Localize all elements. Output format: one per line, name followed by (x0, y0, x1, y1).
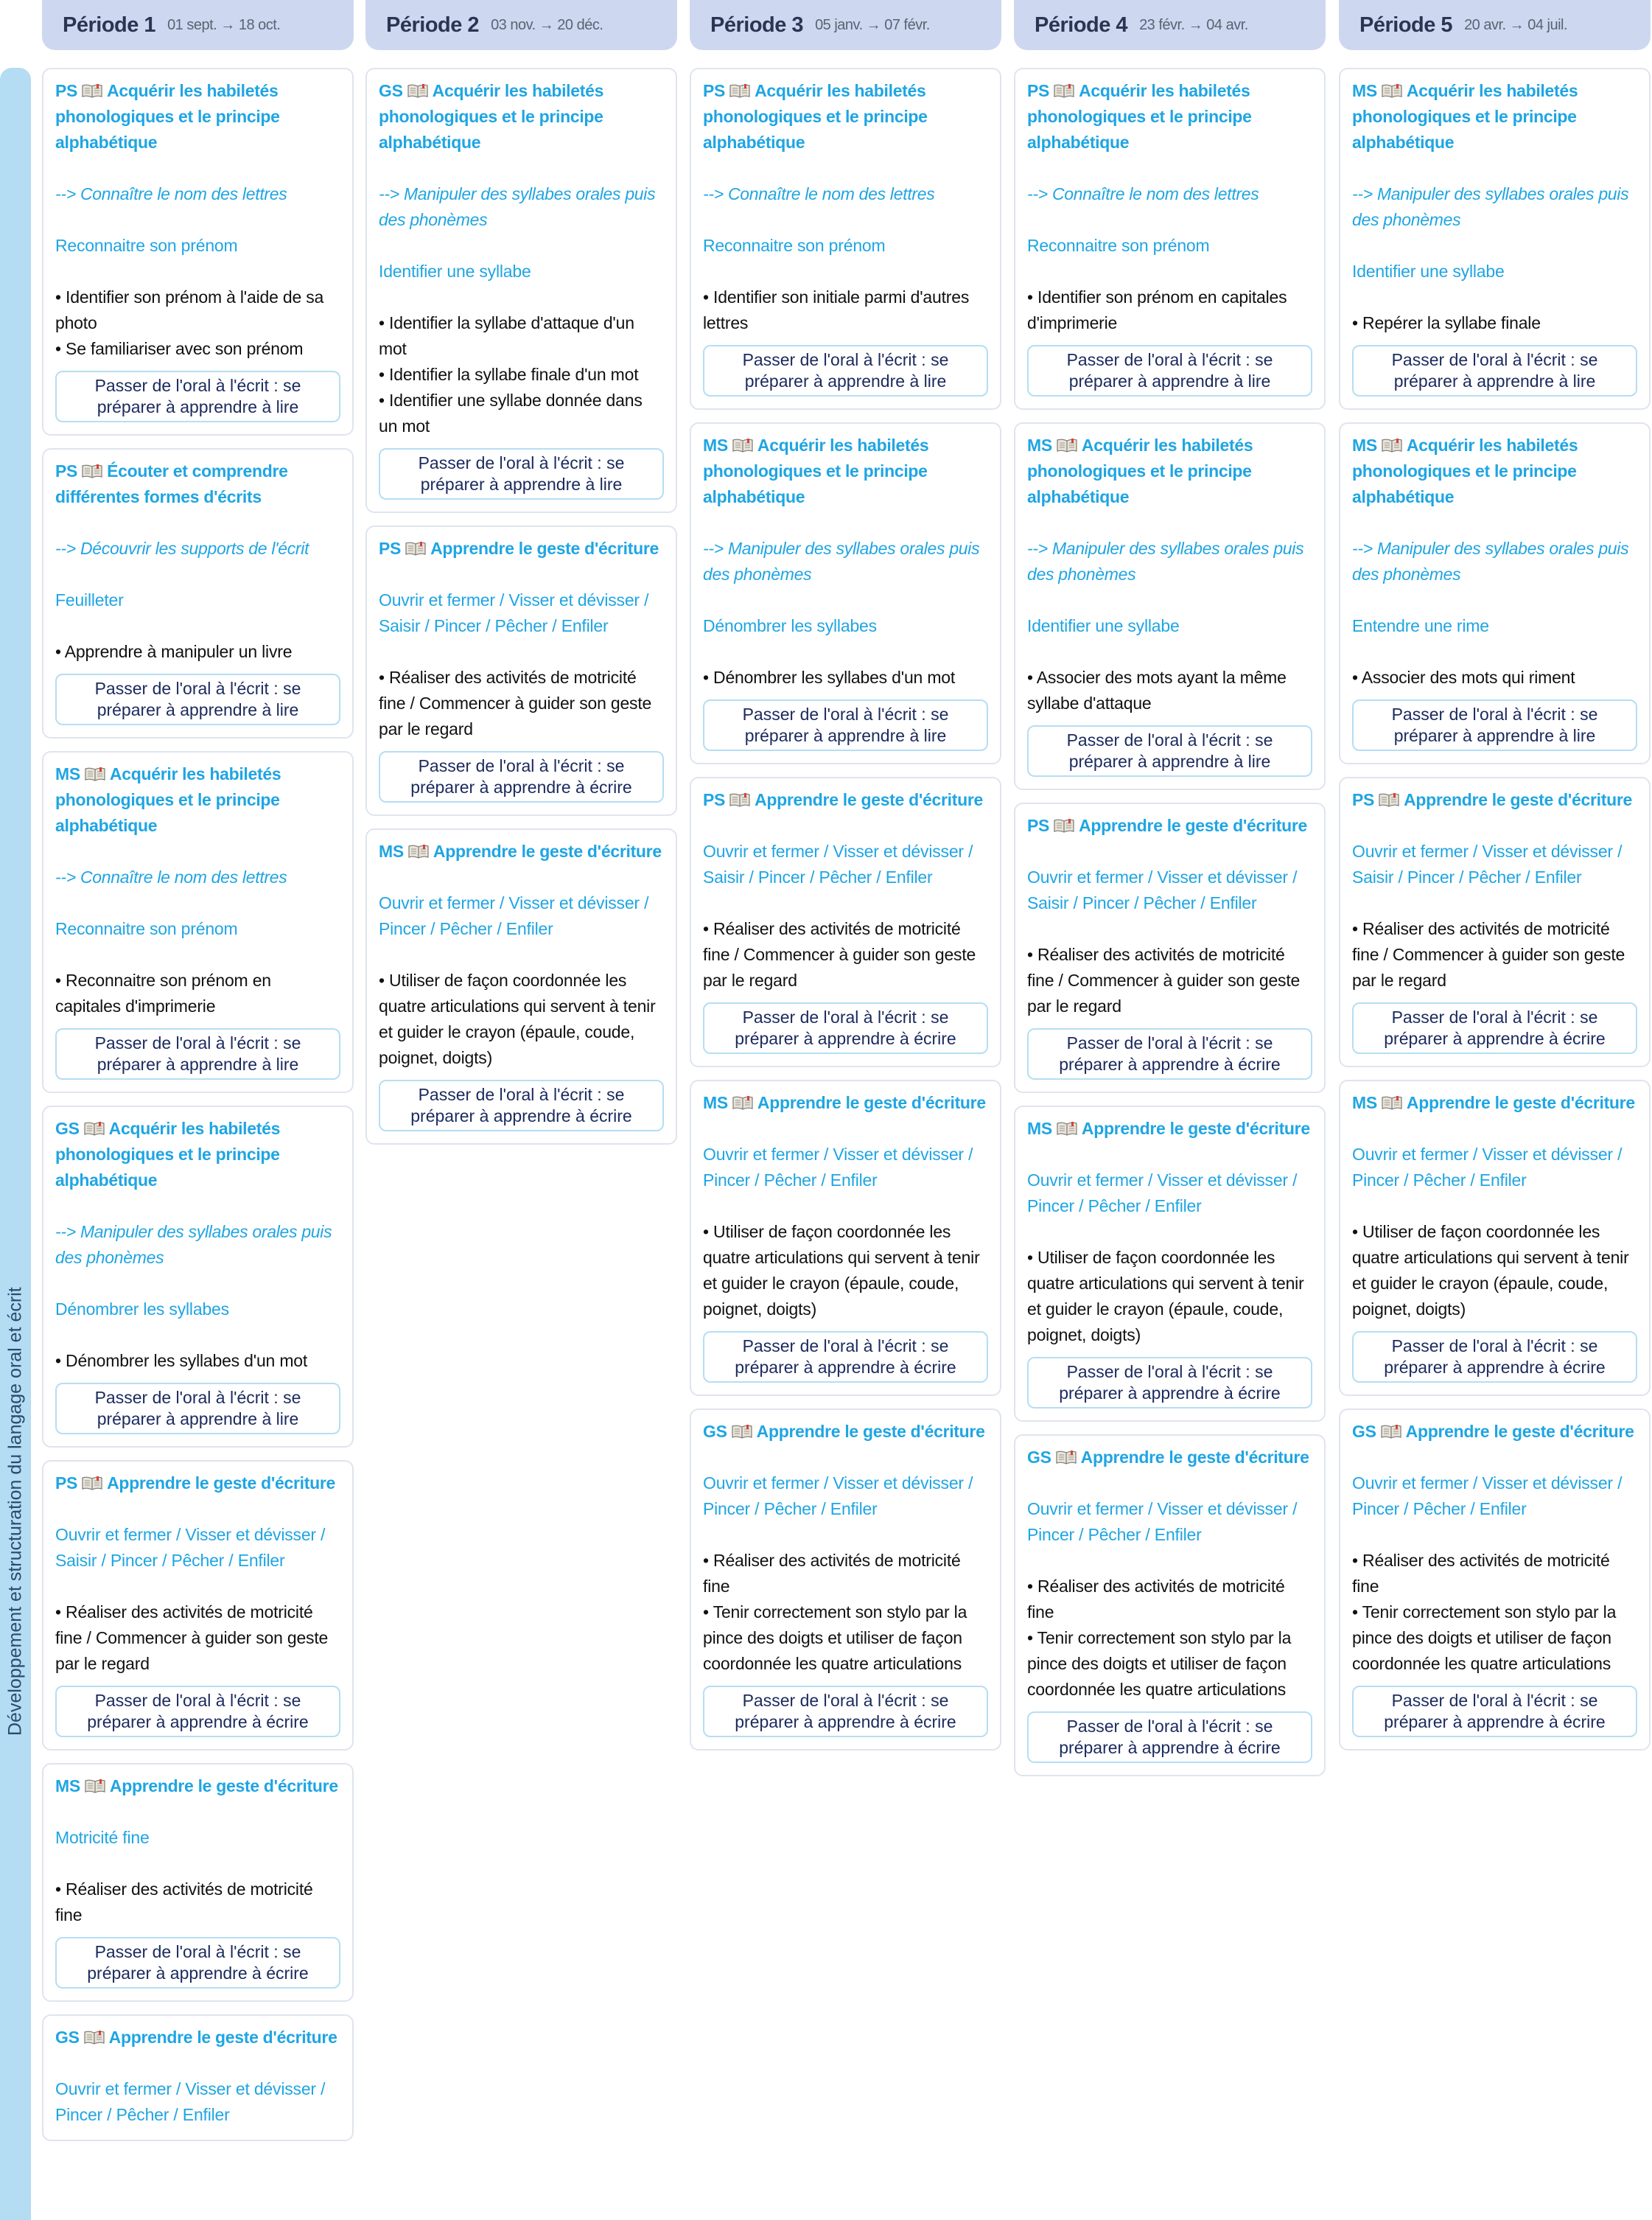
activity-list (379, 665, 664, 742)
activity-list (1352, 916, 1637, 994)
period-dates: 23 févr. → 04 avr. (1139, 16, 1248, 33)
activity-list (379, 310, 664, 439)
activity-list (1027, 1245, 1312, 1348)
activity-item: • Réaliser des activités de motricité fine / Commencer à guider son geste par le regard (1352, 916, 1637, 994)
objective-title: Apprendre le geste d'écriture (1406, 1093, 1635, 1112)
objective-card[interactable] (690, 1409, 1001, 1750)
activity-list (1352, 1219, 1637, 1322)
level-badge: MS (1352, 436, 1377, 455)
period-header-5[interactable] (1339, 0, 1651, 50)
activity-item: • Réaliser des activités de motricité fine (1352, 1548, 1637, 1599)
card-title (379, 78, 664, 156)
level-badge: MS (1352, 81, 1377, 100)
activity-list (703, 1548, 988, 1677)
period-column-2 (365, 68, 677, 1145)
level-badge: GS (55, 1119, 80, 1138)
objective-title: Apprendre le geste d'écriture (755, 790, 984, 809)
skill-label: Ouvrir et fermer / Visser et dévisser / Pincer / Pêcher / Enfiler (55, 2079, 326, 2124)
book-icon (729, 80, 750, 94)
activity-item: • Identifier une syllabe donnée dans un mot (379, 388, 664, 439)
level-badge: GS (379, 81, 403, 100)
activity-list (55, 1348, 340, 1374)
skill-label: Ouvrir et fermer / Visser et dévisser / Pincer / Pêcher / Enfiler (379, 893, 649, 938)
objective-card[interactable] (1339, 422, 1651, 764)
skill-label: Ouvrir et fermer / Visser et dévisser / Saisir / Pincer / Pêcher / Enfiler (379, 590, 649, 635)
objective-title: Acquérir les habiletés phonologiques et le principe alphabétique (703, 81, 928, 152)
domain-link-button[interactable]: Passer de l'oral à l'écrit : se préparer à apprendre à lire (55, 1028, 340, 1080)
activity-item: • Se familiariser avec son prénom (55, 336, 340, 362)
domain-link-button[interactable]: Passer de l'oral à l'écrit : se préparer à apprendre à lire (1027, 725, 1312, 777)
objective-title: Apprendre le geste d'écriture (757, 1093, 986, 1112)
objective-card[interactable] (1014, 1434, 1326, 1776)
activity-list (1027, 285, 1312, 336)
card-title (1027, 813, 1312, 839)
domain-link-button[interactable]: Passer de l'oral à l'écrit : se préparer à apprendre à écrire (1352, 1002, 1637, 1054)
objective-title: Apprendre le geste d'écriture (433, 842, 662, 861)
domain-link-button[interactable]: Passer de l'oral à l'écrit : se préparer à apprendre à écrire (379, 751, 664, 803)
card-title (1352, 787, 1637, 813)
card-title (703, 1090, 988, 1116)
sub-objective: --> Connaître le nom des lettres (703, 184, 935, 203)
card-title (703, 1419, 988, 1445)
objective-title: Apprendre le geste d'écriture (430, 539, 659, 558)
activity-item: • Reconnaitre son prénom en capitales d'imprimerie (55, 968, 340, 1019)
level-badge: PS (55, 461, 78, 481)
skill-label: Ouvrir et fermer / Visser et dévisser / Saisir / Pincer / Pêcher / Enfiler (1027, 868, 1298, 912)
activity-item: • Apprendre à manipuler un livre (55, 639, 340, 665)
skill-label: Dénombrer les syllabes (55, 1299, 229, 1319)
activity-item: • Utiliser de façon coordonnée les quatre articulations qui servent à tenir et guider le crayon (épaule, coude, poignet, doigts) (1352, 1219, 1637, 1322)
level-badge: PS (1027, 81, 1050, 100)
period-header-2[interactable] (365, 0, 677, 50)
domain-link-button[interactable]: Passer de l'oral à l'écrit : se préparer à apprendre à lire (1027, 345, 1312, 397)
objective-card[interactable] (42, 68, 354, 436)
skill-label: Ouvrir et fermer / Visser et dévisser / Saisir / Pincer / Pêcher / Enfiler (703, 842, 973, 887)
book-icon (85, 1775, 105, 1790)
objective-title: Écouter et comprendre différentes formes d'écrits (55, 461, 288, 506)
objective-title: Apprendre le geste d'écriture (109, 1776, 338, 1795)
period-title: Période 1 (63, 13, 156, 37)
level-badge: PS (703, 81, 726, 100)
objective-card[interactable] (42, 751, 354, 1093)
activity-list (1027, 942, 1312, 1019)
objective-title: Apprendre le geste d'écriture (1081, 1119, 1310, 1138)
level-badge: MS (703, 436, 728, 455)
domain-link-button[interactable]: Passer de l'oral à l'écrit : se préparer à apprendre à lire (1352, 345, 1637, 397)
domain-link-button[interactable]: Passer de l'oral à l'écrit : se préparer à apprendre à lire (1352, 699, 1637, 751)
domain-link-button[interactable]: Passer de l'oral à l'écrit : se préparer à apprendre à lire (55, 371, 340, 422)
book-icon (85, 763, 105, 778)
objective-title: Acquérir les habiletés phonologiques et le principe alphabétique (55, 764, 281, 835)
activity-item: • Utiliser de façon coordonnée les quatre articulations qui servent à tenir et guider le crayon (épaule, coude, poignet, doigts) (1027, 1245, 1312, 1348)
objective-title: Apprendre le geste d'écriture (1080, 1448, 1309, 1467)
level-badge: GS (703, 1422, 727, 1441)
period-dates: 03 nov. → 20 déc. (491, 16, 603, 33)
activity-item: • Tenir correctement son stylo par la pince des doigts et utiliser de façon coordonnée les quatre articulations (1352, 1599, 1637, 1677)
activity-item: • Identifier son prénom à l'aide de sa photo (55, 285, 340, 336)
objective-card[interactable] (1014, 803, 1326, 1093)
level-badge: PS (1027, 816, 1050, 835)
level-badge: PS (55, 81, 78, 100)
objective-card[interactable] (1339, 68, 1651, 410)
book-icon (82, 460, 102, 475)
card-title (703, 787, 988, 813)
activity-list (703, 665, 988, 691)
objective-title: Apprendre le geste d'écriture (1405, 1422, 1634, 1441)
card-title (1027, 78, 1312, 156)
objective-title: Acquérir les habiletés phonologiques et le principe alphabétique (1027, 81, 1252, 152)
skill-label: Ouvrir et fermer / Visser et dévisser / Pincer / Pêcher / Enfiler (703, 1473, 973, 1518)
book-icon (408, 840, 429, 855)
card-title (379, 536, 664, 562)
objective-card[interactable] (1339, 777, 1651, 1067)
level-badge: MS (1027, 1119, 1052, 1138)
book-icon (405, 537, 426, 552)
objective-title: Acquérir les habiletés phonologiques et le principe alphabétique (1352, 81, 1578, 152)
activity-list (379, 968, 664, 1071)
level-badge: GS (1027, 1448, 1051, 1467)
domain-link-button[interactable]: Passer de l'oral à l'écrit : se préparer à apprendre à écrire (55, 1937, 340, 1989)
activity-list (55, 968, 340, 1019)
card-title (1027, 1116, 1312, 1142)
domain-link-button[interactable]: Passer de l'oral à l'écrit : se préparer à apprendre à écrire (1352, 1686, 1637, 1737)
objective-card[interactable] (1014, 1106, 1326, 1422)
level-badge: PS (1352, 790, 1375, 809)
activity-item: • Tenir correctement son stylo par la pince des doigts et utiliser de façon coordonnée les quatre articulations (703, 1599, 988, 1677)
sub-objective: --> Manipuler des syllabes orales puis des phonèmes (1352, 184, 1629, 229)
objective-card[interactable] (365, 828, 677, 1145)
objective-card[interactable] (42, 1763, 354, 2002)
objective-title: Apprendre le geste d'écriture (1079, 816, 1308, 835)
book-icon (1379, 789, 1399, 803)
sub-objective: --> Manipuler des syllabes orales puis des phonèmes (1027, 539, 1304, 584)
activity-item: • Réaliser des activités de motricité fine / Commencer à guider son geste par le regard (55, 1599, 340, 1677)
domain-link-button[interactable]: Passer de l'oral à l'écrit : se préparer à apprendre à écrire (1027, 1357, 1312, 1409)
book-icon (82, 80, 102, 94)
book-icon (82, 1472, 102, 1487)
card-title (55, 761, 340, 839)
activity-item: • Identifier son initiale parmi d'autres lettres (703, 285, 988, 336)
activity-list (1352, 1548, 1637, 1677)
activity-item: • Repérer la syllabe finale (1352, 310, 1637, 336)
period-title: Période 4 (1035, 13, 1128, 37)
skill-label: Ouvrir et fermer / Visser et dévisser / Pincer / Pêcher / Enfiler (1027, 1499, 1298, 1544)
objective-card[interactable] (690, 68, 1001, 410)
skill-label: Ouvrir et fermer / Visser et dévisser / Pincer / Pêcher / Enfiler (1352, 1145, 1623, 1190)
level-badge: PS (379, 539, 402, 558)
period-column-4 (1014, 68, 1326, 1776)
domain-link-button[interactable]: Passer de l'oral à l'écrit : se préparer à apprendre à écrire (703, 1331, 988, 1383)
skill-label: Entendre une rime (1352, 616, 1489, 635)
card-title (1027, 433, 1312, 510)
sub-objective: --> Découvrir les supports de l'écrit (55, 539, 309, 558)
activity-item: • Réaliser des activités de motricité fine / Commencer à guider son geste par le regard (379, 665, 664, 742)
skill-label: Ouvrir et fermer / Visser et dévisser / Saisir / Pincer / Pêcher / Enfiler (55, 1525, 326, 1570)
card-title (1352, 433, 1637, 510)
domain-link-button[interactable]: Passer de l'oral à l'écrit : se préparer à apprendre à lire (703, 699, 988, 751)
sub-objective: --> Manipuler des syllabes orales puis des phonèmes (1352, 539, 1629, 584)
card-title (1352, 78, 1637, 156)
skill-label: Motricité fine (55, 1828, 150, 1847)
objective-title: Acquérir les habiletés phonologiques et le principe alphabétique (1027, 436, 1253, 506)
objective-card[interactable] (690, 422, 1001, 764)
book-icon (1054, 80, 1074, 94)
skill-label: Reconnaitre son prénom (55, 236, 238, 255)
sub-objective: --> Connaître le nom des lettres (1027, 184, 1259, 203)
period-header-4[interactable] (1014, 0, 1326, 50)
activity-list (55, 285, 340, 362)
sub-objective: --> Manipuler des syllabes orales puis des phonèmes (55, 1222, 332, 1267)
activity-item: • Réaliser des activités de motricité fine (703, 1548, 988, 1599)
skill-label: Identifier une syllabe (1027, 616, 1180, 635)
skill-label: Identifier une syllabe (379, 262, 531, 281)
activity-item: • Identifier son prénom en capitales d'imprimerie (1027, 285, 1312, 336)
activity-item: • Identifier la syllabe d'attaque d'un mot (379, 310, 664, 362)
objective-card[interactable] (690, 1080, 1001, 1396)
book-icon (1054, 814, 1074, 829)
card-title (55, 1470, 340, 1496)
objective-card[interactable] (1014, 68, 1326, 410)
domain-sidebar (0, 68, 31, 2220)
book-icon (1382, 434, 1402, 449)
objective-card[interactable] (42, 1106, 354, 1448)
objective-title: Apprendre le geste d'écriture (108, 2028, 337, 2047)
period-title: Période 3 (710, 13, 804, 37)
sub-objective: --> Manipuler des syllabes orales puis des phonèmes (379, 184, 656, 229)
card-title (703, 78, 988, 156)
level-badge: MS (55, 764, 80, 783)
card-title (55, 1116, 340, 1193)
objective-title: Acquérir les habiletés phonologiques et le principe alphabétique (1352, 436, 1578, 506)
card-title (55, 458, 340, 510)
domain-link-button[interactable]: Passer de l'oral à l'écrit : se préparer à apprendre à lire (55, 1383, 340, 1434)
activity-list (55, 1599, 340, 1677)
level-badge: PS (55, 1473, 78, 1493)
period-column-5 (1339, 68, 1651, 1750)
skill-label: Reconnaitre son prénom (55, 919, 238, 938)
book-icon (407, 80, 428, 94)
level-badge: MS (703, 1093, 728, 1112)
activity-item: • Réaliser des activités de motricité fine (55, 1877, 340, 1928)
objective-title: Acquérir les habiletés phonologiques et le principe alphabétique (379, 81, 604, 152)
objective-title: Acquérir les habiletés phonologiques et le principe alphabétique (55, 1119, 281, 1190)
level-badge: MS (55, 1776, 80, 1795)
skill-label: Ouvrir et fermer / Visser et dévisser / Pincer / Pêcher / Enfiler (703, 1145, 973, 1190)
activity-list (1027, 1574, 1312, 1703)
objective-card[interactable] (1014, 422, 1326, 790)
book-icon (732, 1092, 753, 1106)
skill-label: Ouvrir et fermer / Visser et dévisser / Pincer / Pêcher / Enfiler (1027, 1170, 1298, 1215)
level-badge: PS (703, 790, 726, 809)
activity-list (55, 1877, 340, 1928)
objective-title: Acquérir les habiletés phonologiques et le principe alphabétique (703, 436, 929, 506)
sub-objective: --> Manipuler des syllabes orales puis des phonèmes (703, 539, 980, 584)
level-badge: MS (379, 842, 404, 861)
card-title (55, 78, 340, 156)
activity-list (55, 639, 340, 665)
activity-list (703, 1219, 988, 1322)
domain-link-button[interactable]: Passer de l'oral à l'écrit : se préparer à apprendre à écrire (379, 1080, 664, 1131)
period-column-1 (42, 68, 354, 2141)
period-dates: 01 sept. → 18 oct. (167, 16, 281, 33)
domain-link-button[interactable]: Passer de l'oral à l'écrit : se préparer à apprendre à écrire (1027, 1711, 1312, 1763)
objective-card[interactable] (365, 68, 677, 513)
skill-label: Feuilleter (55, 590, 124, 610)
card-title (55, 1773, 340, 1799)
activity-item: • Tenir correctement son stylo par la pince des doigts et utiliser de façon coordonnée les quatre articulations (1027, 1625, 1312, 1703)
period-title: Période 2 (386, 13, 480, 37)
objective-card[interactable] (1339, 1080, 1651, 1396)
level-badge: MS (1027, 436, 1052, 455)
domain-link-button[interactable]: Passer de l'oral à l'écrit : se préparer à apprendre à écrire (55, 1686, 340, 1737)
activity-item: • Utiliser de façon coordonnée les quatre articulations qui servent à tenir et guider le crayon (épaule, coude, poignet, doigts) (703, 1219, 988, 1322)
book-icon (732, 1420, 752, 1435)
level-badge: GS (1352, 1422, 1376, 1441)
activity-item: • Réaliser des activités de motricité fine / Commencer à guider son geste par le regard (703, 916, 988, 994)
card-title (1027, 1445, 1312, 1470)
period-column-3 (690, 68, 1001, 1750)
book-icon (1057, 1117, 1077, 1132)
book-icon (1381, 1420, 1401, 1435)
domain-link-button[interactable]: Passer de l'oral à l'écrit : se préparer à apprendre à lire (703, 345, 988, 397)
period-header-3[interactable] (690, 0, 1001, 50)
book-icon (1056, 1446, 1077, 1461)
objective-title: Acquérir les habiletés phonologiques et le principe alphabétique (55, 81, 280, 152)
sub-objective: --> Connaître le nom des lettres (55, 184, 287, 203)
objective-card[interactable] (365, 526, 677, 816)
domain-link-button[interactable]: Passer de l'oral à l'écrit : se préparer à apprendre à écrire (1352, 1331, 1637, 1383)
book-icon (84, 1117, 105, 1132)
activity-list (703, 285, 988, 336)
domain-link-button[interactable]: Passer de l'oral à l'écrit : se préparer à apprendre à lire (55, 674, 340, 725)
objective-card[interactable] (42, 448, 354, 739)
domain-label: Développement et structuration du langage oral et écrit (4, 1287, 26, 1736)
skill-label: Ouvrir et fermer / Visser et dévisser / Pincer / Pêcher / Enfiler (1352, 1473, 1623, 1518)
book-icon (84, 2026, 105, 2041)
objective-title: Apprendre le geste d'écriture (756, 1422, 985, 1441)
level-badge: MS (1352, 1093, 1377, 1112)
book-icon (1382, 1092, 1402, 1106)
card-title (1352, 1090, 1637, 1116)
period-dates: 20 avr. → 04 juil. (1464, 16, 1568, 33)
objective-title: Apprendre le geste d'écriture (107, 1473, 336, 1493)
book-icon (1057, 434, 1077, 449)
activity-item: • Réaliser des activités de motricité fine (1027, 1574, 1312, 1625)
skill-label: Reconnaitre son prénom (703, 236, 886, 255)
activity-list (1027, 665, 1312, 716)
card-title (703, 433, 988, 510)
activity-item: • Dénombrer les syllabes d'un mot (55, 1348, 340, 1374)
card-title (379, 839, 664, 865)
skill-label: Reconnaitre son prénom (1027, 236, 1210, 255)
activity-item: • Associer des mots qui riment (1352, 665, 1637, 691)
skill-label: Dénombrer les syllabes (703, 616, 877, 635)
objective-title: Apprendre le geste d'écriture (1404, 790, 1633, 809)
domain-link-button[interactable]: Passer de l'oral à l'écrit : se préparer à apprendre à écrire (703, 1686, 988, 1737)
domain-link-button[interactable]: Passer de l'oral à l'écrit : se préparer à apprendre à lire (379, 448, 664, 500)
domain-link-button[interactable]: Passer de l'oral à l'écrit : se préparer à apprendre à écrire (1027, 1028, 1312, 1080)
objective-card[interactable] (690, 777, 1001, 1067)
activity-item: • Réaliser des activités de motricité fine / Commencer à guider son geste par le regard (1027, 942, 1312, 1019)
sub-objective: --> Connaître le nom des lettres (55, 868, 287, 887)
card-title (1352, 1419, 1637, 1445)
period-header-1[interactable] (42, 0, 354, 50)
activity-item: • Identifier la syllabe finale d'un mot (379, 362, 664, 388)
activity-item: • Dénombrer les syllabes d'un mot (703, 665, 988, 691)
period-title: Période 5 (1359, 13, 1453, 37)
activity-list (1352, 665, 1637, 691)
activity-item: • Associer des mots ayant la même syllabe d'attaque (1027, 665, 1312, 716)
objective-card[interactable] (1339, 1409, 1651, 1750)
activity-list (1352, 310, 1637, 336)
objective-card[interactable] (42, 2014, 354, 2141)
period-dates: 05 janv. → 07 févr. (815, 16, 930, 33)
book-icon (729, 789, 750, 803)
domain-link-button[interactable]: Passer de l'oral à l'écrit : se préparer à apprendre à écrire (703, 1002, 988, 1054)
book-icon (732, 434, 753, 449)
skill-label: Ouvrir et fermer / Visser et dévisser / Saisir / Pincer / Pêcher / Enfiler (1352, 842, 1623, 887)
activity-list (703, 916, 988, 994)
book-icon (1382, 80, 1402, 94)
activity-item: • Utiliser de façon coordonnée les quatre articulations qui servent à tenir et guider le crayon (épaule, coude, poignet, doigts) (379, 968, 664, 1071)
objective-card[interactable] (42, 1460, 354, 1750)
skill-label: Identifier une syllabe (1352, 262, 1505, 281)
level-badge: GS (55, 2028, 80, 2047)
card-title (55, 2025, 340, 2050)
